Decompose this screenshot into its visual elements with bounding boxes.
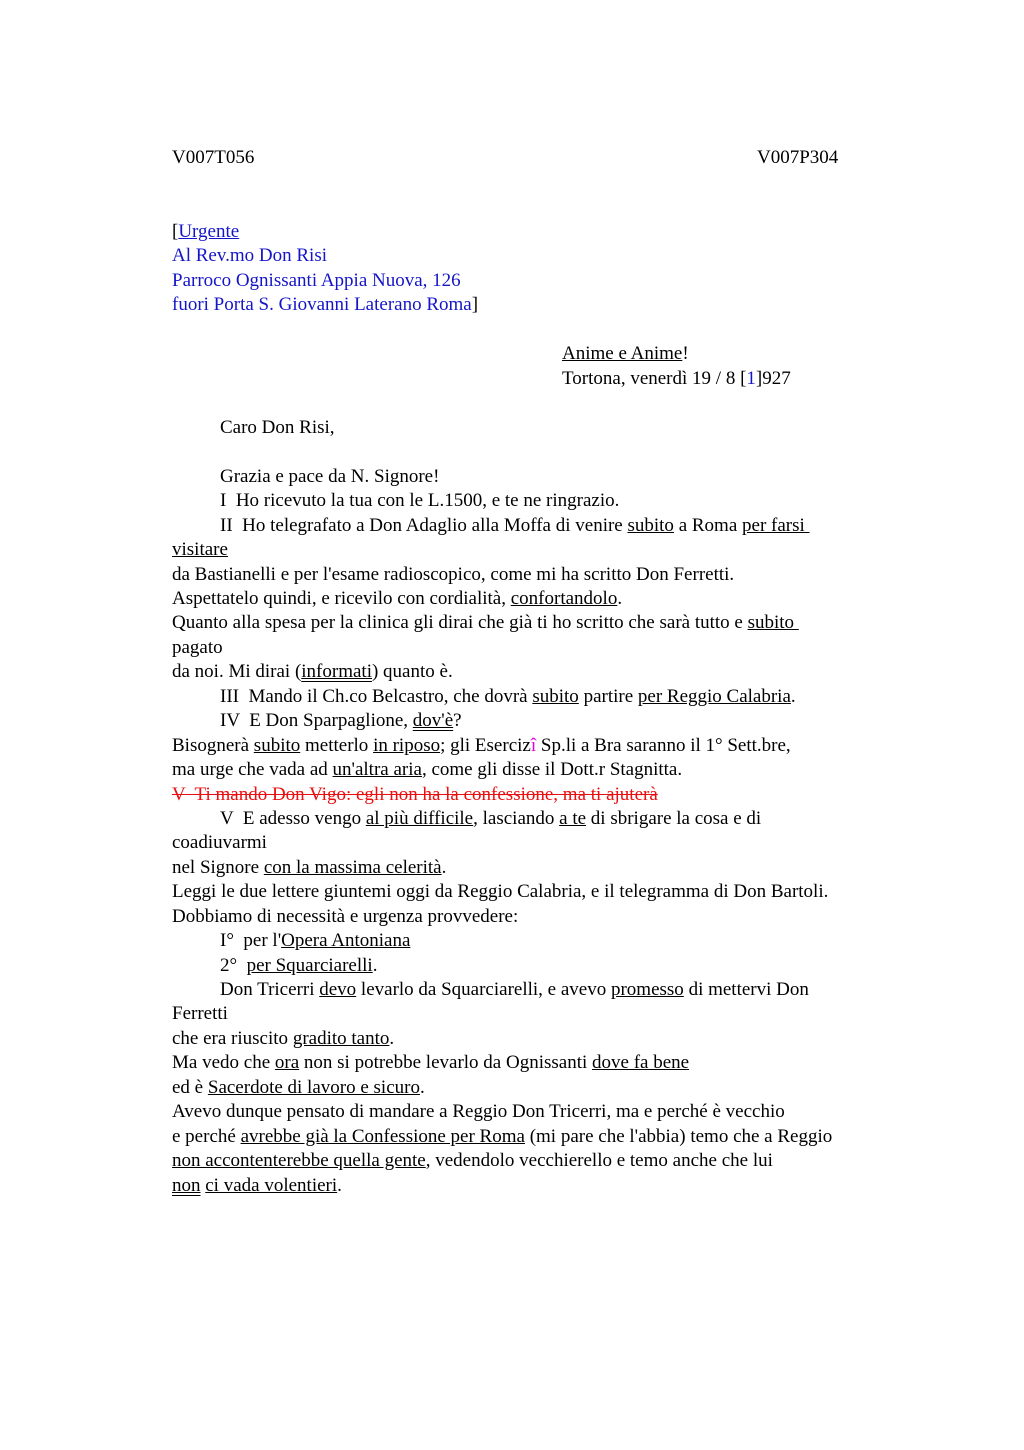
body-line: ma urge che vada ad un'altra aria, come gli disse il Dott.r Stagnitta. xyxy=(172,759,683,780)
body-line: coadiuvarmi xyxy=(172,832,267,853)
greeting: Caro Don Risi, xyxy=(220,417,335,438)
body-line: III Mando il Ch.co Belcastro, che dovrà subito partire per Reggio Calabria. xyxy=(220,686,796,707)
body-line: IV E Don Sparpaglione, dov'è? xyxy=(220,710,462,731)
body-line: non accontenterebbe quella gente, vedendolo vecchierello e temo anche che lui xyxy=(172,1150,773,1171)
document-code-right: V007P304 xyxy=(757,147,839,168)
address-line-1: [Urgente xyxy=(172,221,240,242)
motto: Anime e Anime! xyxy=(562,343,689,364)
body-line: non ci vada volentieri. xyxy=(172,1175,342,1196)
urgent-label: Urgente xyxy=(178,221,240,242)
body-line: Ma vedo che ora non si potrebbe levarlo da Ognissanti dove fa bene xyxy=(172,1052,690,1073)
body-line: Don Tricerri devo levarlo da Squarciarelli, e avevo promesso di mettervi Don xyxy=(220,979,809,1000)
body-line: nel Signore con la massima celerità. xyxy=(172,857,447,878)
body-line: e perché avrebbe già la Confessione per Roma (mi pare che l'abbia) temo che a Reggio xyxy=(172,1126,833,1147)
body-line: ed è Sacerdote di lavoro e sicuro. xyxy=(172,1077,425,1098)
body-line: Bisognerà subito metterlo in riposo; gli Esercizî Sp.li a Bra saranno il 1° Sett.bre, xyxy=(172,735,791,756)
body-line: I Ho ricevuto la tua con le L.1500, e te ne ringrazio. xyxy=(220,490,620,511)
body-line: da noi. Mi dirai (informati) quanto è. xyxy=(172,661,453,682)
body-line: Ferretti xyxy=(172,1003,228,1024)
place-date: Tortona, venerdì 19 / 8 [1]927 xyxy=(562,368,791,389)
body-line: II Ho telegrafato a Don Adaglio alla Moffa di venire subito a Roma per farsi xyxy=(220,515,810,536)
document-code-left: V007T056 xyxy=(172,147,255,168)
body-line: Aspettatelo quindi, e ricevilo con cordialità, confortandolo. xyxy=(172,588,623,609)
body-line: Avevo dunque pensato di mandare a Reggio Don Tricerri, ma e perché è vecchio xyxy=(172,1101,785,1122)
body-line: V E adesso vengo al più difficile, lasciando a te di sbrigare la cosa e di xyxy=(220,808,762,829)
body-line: Dobbiamo di necessità e urgenza provvedere: xyxy=(172,906,519,927)
struck-line: V Ti mando Don Vigo: egli non ha la confessione, ma ti ajuterà xyxy=(172,784,658,805)
body-line: pagato xyxy=(172,637,223,658)
body-line: Quanto alla spesa per la clinica gli dirai che già ti ho scritto che sarà tutto e subito xyxy=(172,612,799,633)
address-line-4: fuori Porta S. Giovanni Laterano Roma] xyxy=(172,294,479,315)
address-line-3: Parroco Ognissanti Appia Nuova, 126 xyxy=(172,270,461,291)
body-line: I° per l'Opera Antoniana xyxy=(220,930,411,951)
body-line: Grazia e pace da N. Signore! xyxy=(220,466,440,487)
body-line: Leggi le due lettere giuntemi oggi da Reggio Calabria, e il telegramma di Don Bartoli. xyxy=(172,881,829,902)
address-line-2: Al Rev.mo Don Risi xyxy=(172,245,327,266)
body-line: da Bastianelli e per l'esame radioscopico, come mi ha scritto Don Ferretti. xyxy=(172,564,735,585)
body-line: visitare xyxy=(172,539,228,560)
body-line: che era riuscito gradito tanto. xyxy=(172,1028,395,1049)
body-line: 2° per Squarciarelli. xyxy=(220,955,378,976)
